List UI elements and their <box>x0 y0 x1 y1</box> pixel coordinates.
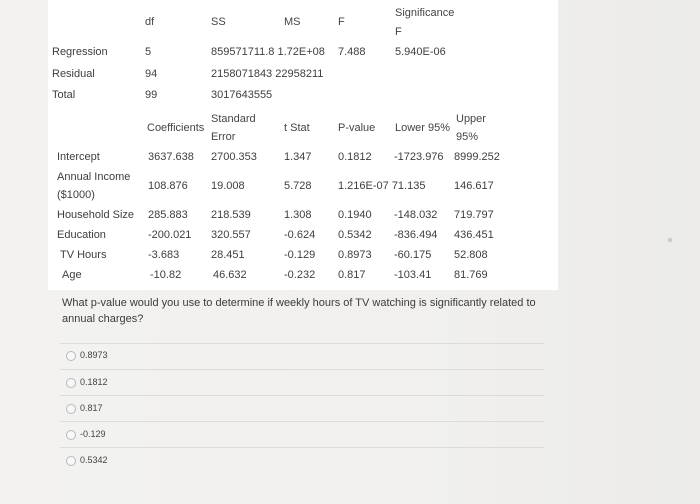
coef-row-label: Intercept <box>57 151 100 163</box>
radio-button[interactable] <box>66 430 76 440</box>
coef-header-upper: Upper <box>456 113 486 125</box>
answer-option-4[interactable] <box>60 452 544 470</box>
option-divider <box>60 395 544 396</box>
coef-cell-lower95: -1723.976 <box>394 151 444 163</box>
anova-cell-ss-ms: 2158071843 22958211 <box>211 68 324 80</box>
coef-cell-upper95: 146.617 <box>454 180 494 192</box>
coef-cell-pvalue: 0.5342 <box>338 229 372 241</box>
radio-button[interactable] <box>66 351 76 361</box>
coef-cell-coefficient: 108.876 <box>148 180 188 192</box>
coef-cell-lower95: -60.175 <box>394 249 432 261</box>
coef-cell-std-error: 2700.353 <box>211 151 257 163</box>
coef-cell-coefficient: -10.82 <box>150 269 182 281</box>
coef-cell-std-error: 46.632 <box>213 269 247 281</box>
answer-option-0[interactable] <box>60 347 544 365</box>
anova-cell-df: 5 <box>145 46 152 58</box>
coef-header-upper95: 95% <box>456 131 479 143</box>
radio-button[interactable] <box>66 404 76 414</box>
anova-header-ms: MS <box>284 16 301 28</box>
coef-cell-upper95: 81.769 <box>454 269 488 281</box>
coef-cell-upper95: 436.451 <box>454 229 494 241</box>
radio-button[interactable] <box>66 378 76 388</box>
coef-cell-coefficient: 3637.638 <box>148 151 194 163</box>
anova-cell-significance: 5.940E-06 <box>395 46 446 58</box>
coef-row-label: Household Size <box>57 209 135 221</box>
anova-header-ss: SS <box>211 16 226 28</box>
coef-header-coefficients: Coefficients <box>147 122 205 134</box>
anova-header-significance-f: F <box>395 26 402 38</box>
regression-output-sheet <box>48 0 558 290</box>
option-divider <box>60 369 544 370</box>
coef-cell-tstat: 5.728 <box>284 180 312 192</box>
anova-cell-df: 99 <box>145 89 158 101</box>
anova-row-label: Residual <box>52 68 95 80</box>
coef-cell-lower95: -103.41 <box>394 269 432 281</box>
coef-cell-std-error: 320.557 <box>211 229 251 241</box>
anova-row-label: Regression <box>52 46 108 58</box>
coef-cell-pvalue: 0.1812 <box>338 151 372 163</box>
coef-cell-std-error: 28.451 <box>211 249 245 261</box>
anova-cell-ss-ms: 859571711.8 1.72E+08 <box>211 46 325 58</box>
anova-header-df: df <box>145 16 155 28</box>
coef-cell-pvalue-lower95: 1.216E-07 71.135 <box>338 180 426 192</box>
coef-cell-upper95: 719.797 <box>454 209 494 221</box>
coef-cell-std-error: 218.539 <box>211 209 251 221</box>
coef-cell-pvalue: 0.8973 <box>338 249 372 261</box>
option-divider <box>60 447 544 448</box>
coef-cell-pvalue: 0.1940 <box>338 209 372 221</box>
coef-cell-std-error: 19.008 <box>211 180 245 192</box>
coef-cell-coefficient: -200.021 <box>148 229 192 241</box>
answer-option-label: 0.817 <box>80 403 103 413</box>
coef-row-label-unit: ($1000) <box>57 189 95 201</box>
anova-cell-f: 7.488 <box>338 46 366 58</box>
coef-row-label: Age <box>62 269 82 281</box>
answer-option-2[interactable] <box>60 400 544 418</box>
coef-cell-tstat: 1.308 <box>284 209 312 221</box>
anova-cell-df: 94 <box>145 68 158 80</box>
coef-row-label: Education <box>57 229 106 241</box>
coef-header-standard: Standard <box>211 113 256 125</box>
answer-option-label: -0.129 <box>80 429 106 439</box>
coef-row-label: Annual Income <box>57 171 131 183</box>
answer-option-label: 0.8973 <box>80 350 108 360</box>
coef-cell-lower95: -148.032 <box>394 209 438 221</box>
radio-button[interactable] <box>66 456 76 466</box>
coef-cell-coefficient: -3.683 <box>148 249 180 261</box>
answer-option-3[interactable] <box>60 426 544 444</box>
answer-option-label: 0.5342 <box>80 455 108 465</box>
coef-cell-upper95: 8999.252 <box>454 151 500 163</box>
option-divider <box>60 421 544 422</box>
coef-cell-upper95: 52.808 <box>454 249 488 261</box>
coef-row-label: TV Hours <box>60 249 107 261</box>
answer-option-label: 0.1812 <box>80 377 108 387</box>
option-divider <box>60 343 544 344</box>
anova-cell-ss: 3017643555 <box>211 89 273 101</box>
coef-cell-coefficient: 285.883 <box>148 209 188 221</box>
coef-cell-tstat: -0.624 <box>284 229 316 241</box>
coef-cell-tstat: -0.129 <box>284 249 316 261</box>
coef-header-error: Error <box>211 131 236 143</box>
anova-row-label: Total <box>52 89 76 101</box>
anova-header-f: F <box>338 16 345 28</box>
coef-header-pvalue: P-value <box>338 122 376 134</box>
anova-header-significance: Significance <box>395 7 455 19</box>
coef-cell-tstat: 1.347 <box>284 151 312 163</box>
question-text: What p-value would you use to determine if weekly hours of TV watching is significantly related to annual charges? <box>62 297 536 325</box>
coef-cell-pvalue: 0.817 <box>338 269 366 281</box>
answer-option-1[interactable] <box>60 374 544 392</box>
coef-header-lower95: Lower 95% <box>395 122 451 134</box>
coef-cell-lower95: -836.494 <box>394 229 438 241</box>
background-spot <box>668 238 672 242</box>
coef-cell-tstat: -0.232 <box>284 269 316 281</box>
coef-header-tstat: t Stat <box>284 122 310 134</box>
